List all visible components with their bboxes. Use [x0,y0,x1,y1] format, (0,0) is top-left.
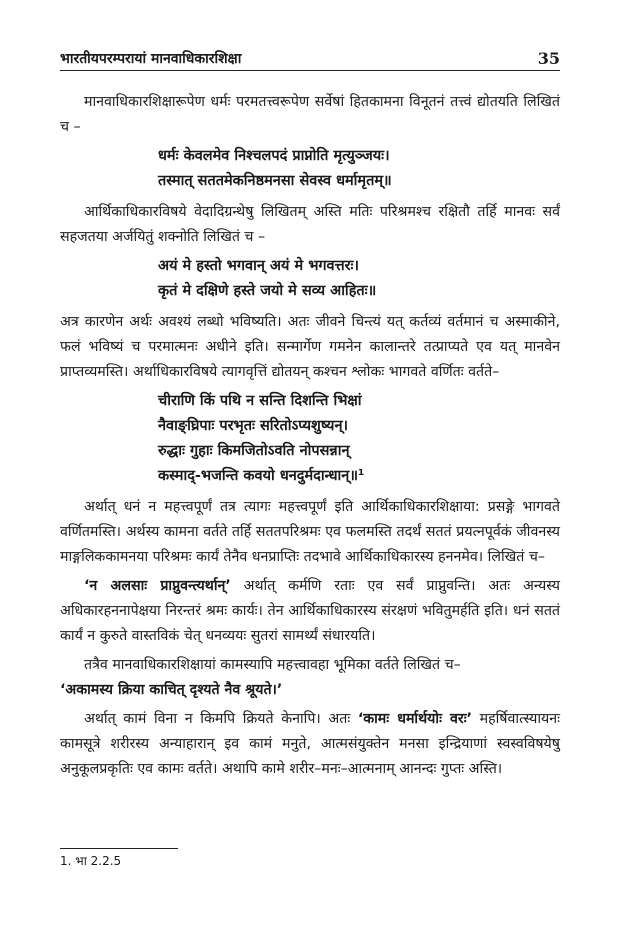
paragraph-2: आर्थिकाधिकारविषये वेदादिग्रन्थेषु लिखितम् अस्ति मतिः परिश्रमश्च रक्षितौ तर्हि मानवः सर्वं सहजतया अर्जयितुं शक्नोति लिखितं च – [60,204,560,245]
quotation: ‘अकामस्य क्रिया काचित् दृश्यते नैव श्रूयते।’ [60,682,283,698]
paragraph-5 [60,574,560,649]
verse-2 [158,254,560,304]
verse-1 [158,144,560,194]
page-body [60,90,560,786]
paragraph-1: मानवाधिकारशिक्षारूपेण धर्मः परमतत्त्वरूपेण सर्वेषां हितकामना विनूतनं तत्त्वं द्योतयति लिखितं च – [60,94,560,135]
footnote-rule [60,848,178,849]
paragraph-text: तत्रैव मानवाधिकारशिक्षायां कामस्यापि महत्त्वावहा भूमिका वर्तते लिखितं च– [84,657,461,673]
verse-line: कस्माद्-भजन्ति कवयो धनदुर्मदान्धान्॥¹ [158,468,365,484]
paragraph-text: अर्थात् कामं विना न किमपि क्रियते केनापि। अतः [84,711,358,727]
verse-line: कृतं मे दक्षिणे हस्ते जयो मे सव्य आहितः॥ [158,283,377,299]
running-head: भारतीयपरम्परायां मानवाधिकारशिक्षा [60,51,242,67]
paragraph-text: अर्थात् कर्मणि रताः एव सर्वं प्राप्नुवन्ति। अतः अन्यस्य अधिकारहननापेक्षया निरन्तरं श्रमः कार्यः। तेन आर्थिकाधिकारस्य संरक्षणं भवितुमर्हति इति। धनं सततं कार्यं न कुरुते वास्तविकं चेत् धनव्ययः सुतरां सामर्थ्यं संधारयति। [60,578,560,644]
paragraph-4: अर्थात् धनं न महत्त्वपूर्णं तत्र त्यागः महत्त्वपूर्णं इति आर्थिकाधिकारशिक्षाया: प्रसङ्गे भागवते वर्णितमस्ति। अर्थस्य कामना वर्तते तर्हि सततपरिश्रमः एव फलमस्ति तदर्थं सततं प्रयत्नपूर्वकं जीवनस्य माङ्गलिककामनया परिश्रमः कार्यं तेनैव धनप्राप्तिः तदभावे आर्थिकाधिकारस्य हननमेव। लिखितं च– [60,499,560,565]
verse-line: अयं मे हस्तो भगवान् अयं मे भगवत्तरः। [158,258,359,274]
quotation: ‘कामः धर्मार्थयोः वरः’ [357,711,472,727]
verse-3 [158,389,560,489]
verse-line: चीराणि किं पथि न सन्ति दिशन्ति भिक्षां [158,393,362,409]
page-number: 35 [537,49,560,68]
verse-line: नैवाङ्घ्रिपाः परभृतः सरितोऽप्यशुष्यन्। [158,418,349,434]
verse-line: रुद्धाः गुहाः किमजितोऽवति नोपसन्नान् [158,443,350,459]
verse-line: धर्मः केवलमेव निश्चलपदं प्राप्नोति मृत्युञ्जयः। [158,148,390,164]
verse-line: तस्मात् सततमेकनिष्ठमनसा सेवस्व धर्मामृतम्॥ [158,173,392,189]
paragraph-text: महर्षिवात्स्यायनः कामसूत्रे शरीरस्य अन्याहारान् इव कामं मनुते, आत्मसंयुक्तेन मनसा इन्द्रियाणां स्वस्वविषयेषु अनुकूलप्रकृतिः एव कामः वर्तते। अथापि कामे शरीर–मनः–आत्मनाम् आनन्दः गुप्तः अस्ति। [60,711,560,777]
paragraph-6 [60,653,560,703]
footnote: 1. भा 2.2.5 [60,854,122,868]
paragraph-3: अत्र कारणेन अर्थः अवश्यं लब्धो भविष्यति। अतः जीवने चिन्त्यं यत् कर्तव्यं वर्तमानं च अस्माकीने, फलं भविष्यं च परमात्मनः अधीने इति। सन्मार्गेण गमनेन कालान्तरे तत्प्राप्यते एव यत् मानवेन प्राप्तव्यमस्ति। अर्थाधिकारविषये त्यागवृत्तिं द्योतयन् कश्चन श्लोकः भागवते वर्णितः वर्तते– [60,314,560,380]
paragraph-7 [60,707,560,782]
page-header [60,40,560,68]
quotation: ‘न अलसाः प्राप्नुवन्त्यर्थान्’ [84,578,231,594]
header-rule [60,70,560,71]
